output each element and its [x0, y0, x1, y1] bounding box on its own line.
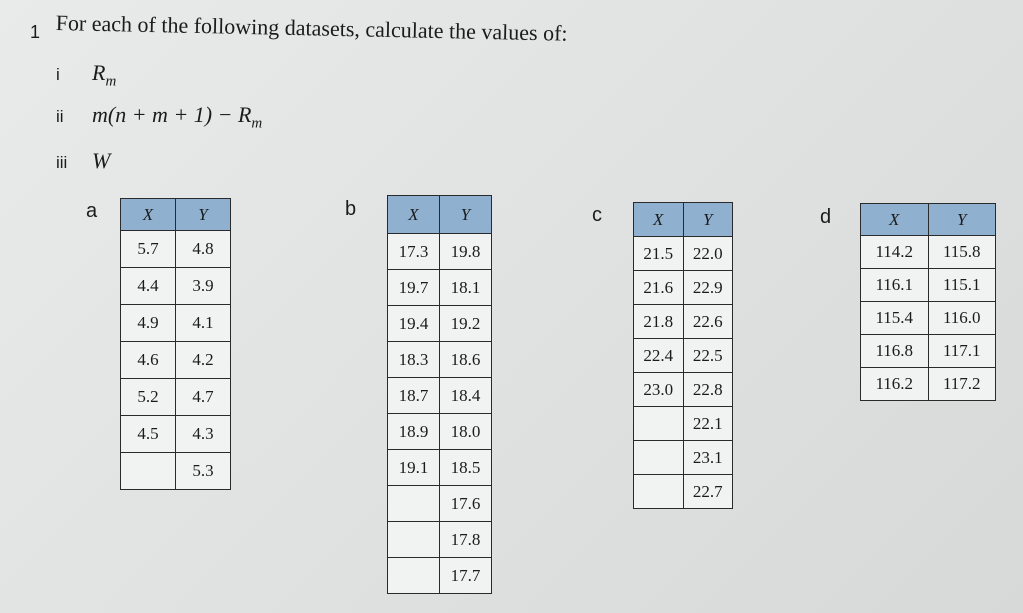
table-row	[388, 270, 492, 306]
table-header-row	[388, 196, 492, 234]
table-cell-y: 23.1	[683, 441, 733, 475]
table-header-row	[121, 199, 231, 231]
part-ii-expr: m(n + m + 1) − R	[92, 102, 252, 127]
column-header-x: X	[388, 196, 440, 234]
table-row	[388, 342, 492, 378]
table-cell-x: 18.3	[388, 342, 440, 378]
table-row	[388, 522, 492, 558]
table-cell-x: 21.5	[634, 237, 684, 271]
column-header-x: X	[121, 199, 176, 231]
table-cell-y: 18.0	[440, 414, 492, 450]
question-text: For each of the following datasets, calculate the values of:	[55, 10, 568, 46]
table-cell-y: 22.7	[683, 475, 733, 509]
table-cell-y: 115.8	[928, 236, 996, 269]
table-cell-y: 4.2	[176, 342, 231, 379]
table-cell-x	[634, 475, 684, 509]
table-cell-x: 116.8	[861, 335, 929, 368]
table-cell-y: 117.2	[928, 368, 996, 401]
table-cell-x: 5.7	[121, 231, 176, 268]
table-cell-y: 115.1	[928, 269, 996, 302]
table-cell-y: 22.1	[683, 407, 733, 441]
table-row	[861, 368, 996, 401]
question-number: 1	[30, 22, 41, 42]
table-row	[634, 237, 733, 271]
table-row	[121, 453, 231, 490]
part-ii	[56, 102, 262, 132]
table-cell-x: 5.2	[121, 379, 176, 416]
part-ii-numeral: ii	[56, 107, 64, 126]
table-cell-x: 19.7	[388, 270, 440, 306]
column-header-y: Y	[928, 204, 996, 236]
table-cell-y: 116.0	[928, 302, 996, 335]
table-cell-y: 117.1	[928, 335, 996, 368]
dataset-c-label: c	[592, 204, 602, 226]
table-row	[388, 486, 492, 522]
table-row	[634, 441, 733, 475]
table-cell-y: 17.8	[440, 522, 492, 558]
table-cell-y: 19.2	[440, 306, 492, 342]
part-i-subscript: m	[105, 73, 117, 90]
dataset-d-label: d	[820, 206, 832, 228]
table-row	[388, 378, 492, 414]
table-cell-y: 4.7	[176, 379, 231, 416]
table-cell-x: 116.1	[861, 269, 929, 302]
table-cell-x: 23.0	[634, 373, 684, 407]
table-row	[388, 306, 492, 342]
table-cell-x	[121, 453, 176, 490]
table-row	[861, 236, 996, 269]
table-cell-y: 22.6	[683, 305, 733, 339]
dataset-a-label: a	[86, 200, 98, 222]
table-cell-x: 18.9	[388, 414, 440, 450]
table-row	[121, 305, 231, 342]
part-iii	[56, 148, 110, 174]
table-cell-x: 4.6	[121, 342, 176, 379]
table-cell-x: 116.2	[861, 368, 929, 401]
table-row	[388, 558, 492, 594]
table-row	[121, 342, 231, 379]
table-cell-y: 19.8	[440, 234, 492, 270]
table-header-row	[634, 203, 733, 237]
table-row	[388, 450, 492, 486]
column-header-x: X	[861, 204, 929, 236]
table-cell-x: 4.5	[121, 416, 176, 453]
table-cell-y: 22.8	[683, 373, 733, 407]
table-cell-y: 18.4	[440, 378, 492, 414]
table-cell-x	[634, 407, 684, 441]
table-cell-x: 22.4	[634, 339, 684, 373]
part-ii-subscript: m	[251, 115, 263, 132]
table-cell-x: 114.2	[861, 236, 929, 269]
table-row	[634, 373, 733, 407]
column-header-y: Y	[176, 199, 231, 231]
part-iii-numeral: iii	[56, 153, 68, 172]
part-iii-expr: W	[92, 148, 111, 173]
table-cell-x: 17.3	[388, 234, 440, 270]
table-cell-y: 4.8	[176, 231, 231, 268]
table-cell-y: 22.5	[683, 339, 733, 373]
table-row	[634, 407, 733, 441]
table-row	[861, 335, 996, 368]
table-cell-y: 5.3	[176, 453, 231, 490]
table-row	[121, 379, 231, 416]
table-cell-y: 18.1	[440, 270, 492, 306]
dataset-d-table	[860, 203, 996, 401]
table-row	[388, 234, 492, 270]
table-cell-y: 17.6	[440, 486, 492, 522]
table-row	[121, 268, 231, 305]
table-row	[634, 271, 733, 305]
part-i-numeral: i	[56, 65, 60, 84]
column-header-y: Y	[683, 203, 733, 237]
table-row	[121, 416, 231, 453]
table-cell-y: 4.1	[176, 305, 231, 342]
table-row	[861, 302, 996, 335]
table-cell-x: 4.4	[121, 268, 176, 305]
table-cell-y: 22.9	[683, 271, 733, 305]
table-cell-x: 4.9	[121, 305, 176, 342]
table-cell-x: 21.6	[634, 271, 684, 305]
table-row	[861, 269, 996, 302]
table-cell-x	[388, 522, 440, 558]
table-cell-y: 18.6	[440, 342, 492, 378]
table-cell-x: 19.4	[388, 306, 440, 342]
dataset-b-table	[387, 195, 492, 594]
table-cell-x	[388, 558, 440, 594]
table-cell-x: 19.1	[388, 450, 440, 486]
table-cell-x	[388, 486, 440, 522]
table-cell-x: 115.4	[861, 302, 929, 335]
table-cell-x	[634, 441, 684, 475]
table-cell-y: 4.3	[176, 416, 231, 453]
table-cell-y: 17.7	[440, 558, 492, 594]
dataset-c-table	[633, 202, 733, 509]
table-header-row	[861, 204, 996, 236]
table-row	[388, 414, 492, 450]
table-cell-y: 3.9	[176, 268, 231, 305]
part-i	[56, 60, 116, 90]
table-row	[634, 339, 733, 373]
dataset-b-label: b	[345, 198, 357, 220]
column-header-x: X	[634, 203, 684, 237]
column-header-y: Y	[440, 196, 492, 234]
table-cell-y: 18.5	[440, 450, 492, 486]
table-row	[634, 305, 733, 339]
table-cell-x: 18.7	[388, 378, 440, 414]
table-cell-x: 21.8	[634, 305, 684, 339]
dataset-a-table	[120, 198, 231, 490]
table-cell-y: 22.0	[683, 237, 733, 271]
part-i-expr: R	[92, 60, 106, 85]
table-row	[634, 475, 733, 509]
table-row	[121, 231, 231, 268]
